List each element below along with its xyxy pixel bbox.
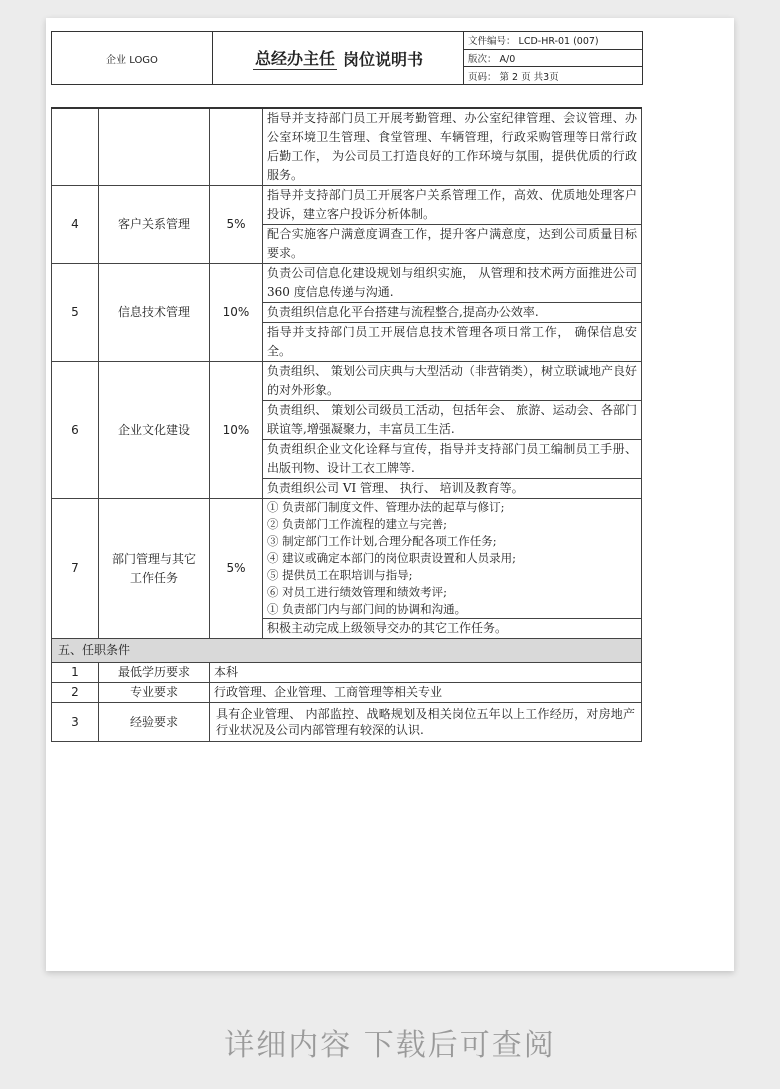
- duty-name: [99, 499, 210, 639]
- row-number: 5: [52, 264, 99, 362]
- company-logo: 企业 LOGO: [52, 32, 213, 84]
- duty-description: 负责组织公司 VI 管理、 执行、 培训及教育等。: [263, 479, 642, 499]
- duty-weight: 5%: [210, 499, 263, 639]
- row-number: 3: [52, 703, 99, 742]
- table-row: [52, 683, 642, 703]
- section-header: [52, 639, 642, 663]
- title-doc-type: 岗位说明书: [343, 49, 424, 69]
- requirement-name: 经验要求: [99, 703, 210, 742]
- document-title: [213, 32, 464, 84]
- row-number: 6: [52, 362, 99, 499]
- duty-name-line: 部门管理与其它: [111, 551, 196, 566]
- document-header: [51, 31, 643, 85]
- title-position: 总经办主任: [253, 46, 337, 70]
- duty-description: 指导并支持部门员工开展客户关系管理工作，高效、优质地处理客户投诉，建立客户投诉分析体制。: [263, 186, 642, 225]
- table-row: [52, 499, 642, 619]
- duty-description: 负责公司信息化建设规划与组织实施， 从管理和技术两方面推进公司 360 度信息传递与沟通.: [263, 264, 642, 303]
- requirement-name: 最低学历要求: [99, 663, 210, 683]
- page-number: 页码： 第 2 页 共3页: [468, 71, 559, 83]
- table-row: [52, 663, 642, 683]
- duty-name-line: 工作任务: [129, 570, 178, 585]
- download-prompt: 详细内容 下载后可查阅: [224, 1028, 556, 1063]
- duty-description: 积极主动完成上级领导交办的其它工作任务。: [263, 619, 642, 639]
- duty-description: 指导并支持部门员工开展信息技术管理各项日常工作， 确保信息安全。: [263, 323, 642, 362]
- document-meta: [464, 32, 642, 84]
- table-row: [52, 264, 642, 303]
- table-row: [52, 362, 642, 401]
- list-item: ① 负责部门内与部门间的协调和沟通。: [267, 602, 467, 616]
- duty-weight: 10%: [210, 264, 263, 362]
- requirement-value: 行政管理、企业管理、工商管理等相关专业: [210, 683, 642, 703]
- list-item: ⑤ 提供员工在职培训与指导;: [267, 568, 413, 582]
- duty-name: 客户关系管理: [99, 186, 210, 264]
- row-number: 7: [52, 499, 99, 639]
- list-item: ⑥ 对员工进行绩效管理和绩效考评;: [267, 585, 448, 599]
- section-title: 五、任职条件: [52, 639, 642, 663]
- duty-description: 负责组织、 策划公司庆典与大型活动（非营销类），树立联诚地产良好的对外形象。: [263, 362, 642, 401]
- list-item: ② 负责部门工作流程的建立与完善;: [267, 517, 448, 531]
- duty-name: 信息技术管理: [99, 264, 210, 362]
- list-item: ③ 制定部门工作计划,合理分配各项工作任务;: [267, 534, 497, 548]
- requirement-value: 本科: [210, 663, 642, 683]
- duty-description: 负责组织信息化平台搭建与流程整合,提高办公效率.: [263, 303, 642, 323]
- duty-name: 企业文化建设: [99, 362, 210, 499]
- duty-weight: 10%: [210, 362, 263, 499]
- duty-description: 配合实施客户满意度调查工作，提升客户满意度，达到公司质量目标要求。: [263, 225, 642, 264]
- requirement-name: 专业要求: [99, 683, 210, 703]
- duty-description: 指导并支持部门员工开展考勤管理、办公室纪律管理、会议管理、办公室环境卫生管理、食堂管理、车辆管理，行政采购管理等日常行政后勤工作， 为公司员工打造良好的工作环境与氛围，提供优质的行政服务。: [263, 108, 642, 186]
- file-number: 文件编号： LCD-HR-01 (007): [464, 32, 642, 50]
- duty-description: 负责组织、 策划公司级员工活动，包括年会、 旅游、运动会、各部门联谊等,增强凝聚力，丰富员工生活.: [263, 401, 642, 440]
- table-row: [52, 108, 642, 186]
- duties-table: [51, 107, 642, 742]
- duty-task-list: [263, 499, 642, 619]
- row-number: 2: [52, 683, 99, 703]
- requirement-value: 具有企业管理、 内部监控、战略规划及相关岗位五年以上工作经历，对房地产行业状况及公司内部管理有较深的认识.: [210, 703, 642, 742]
- list-item: ① 负责部门制度文件、管理办法的起草与修订;: [267, 500, 505, 514]
- duty-weight: 5%: [210, 186, 263, 264]
- table-row: [52, 703, 642, 742]
- table-row: [52, 186, 642, 225]
- duty-description: 负责组织企业文化诠释与宣传，指导并支持部门员工编制员工手册、出版刊物、设计工衣工牌等.: [263, 440, 642, 479]
- row-number: 1: [52, 663, 99, 683]
- list-item: ④ 建议或确定本部门的岗位职责设置和人员录用;: [267, 551, 517, 565]
- version: 版次： A/0: [464, 50, 642, 68]
- row-number: 4: [52, 186, 99, 264]
